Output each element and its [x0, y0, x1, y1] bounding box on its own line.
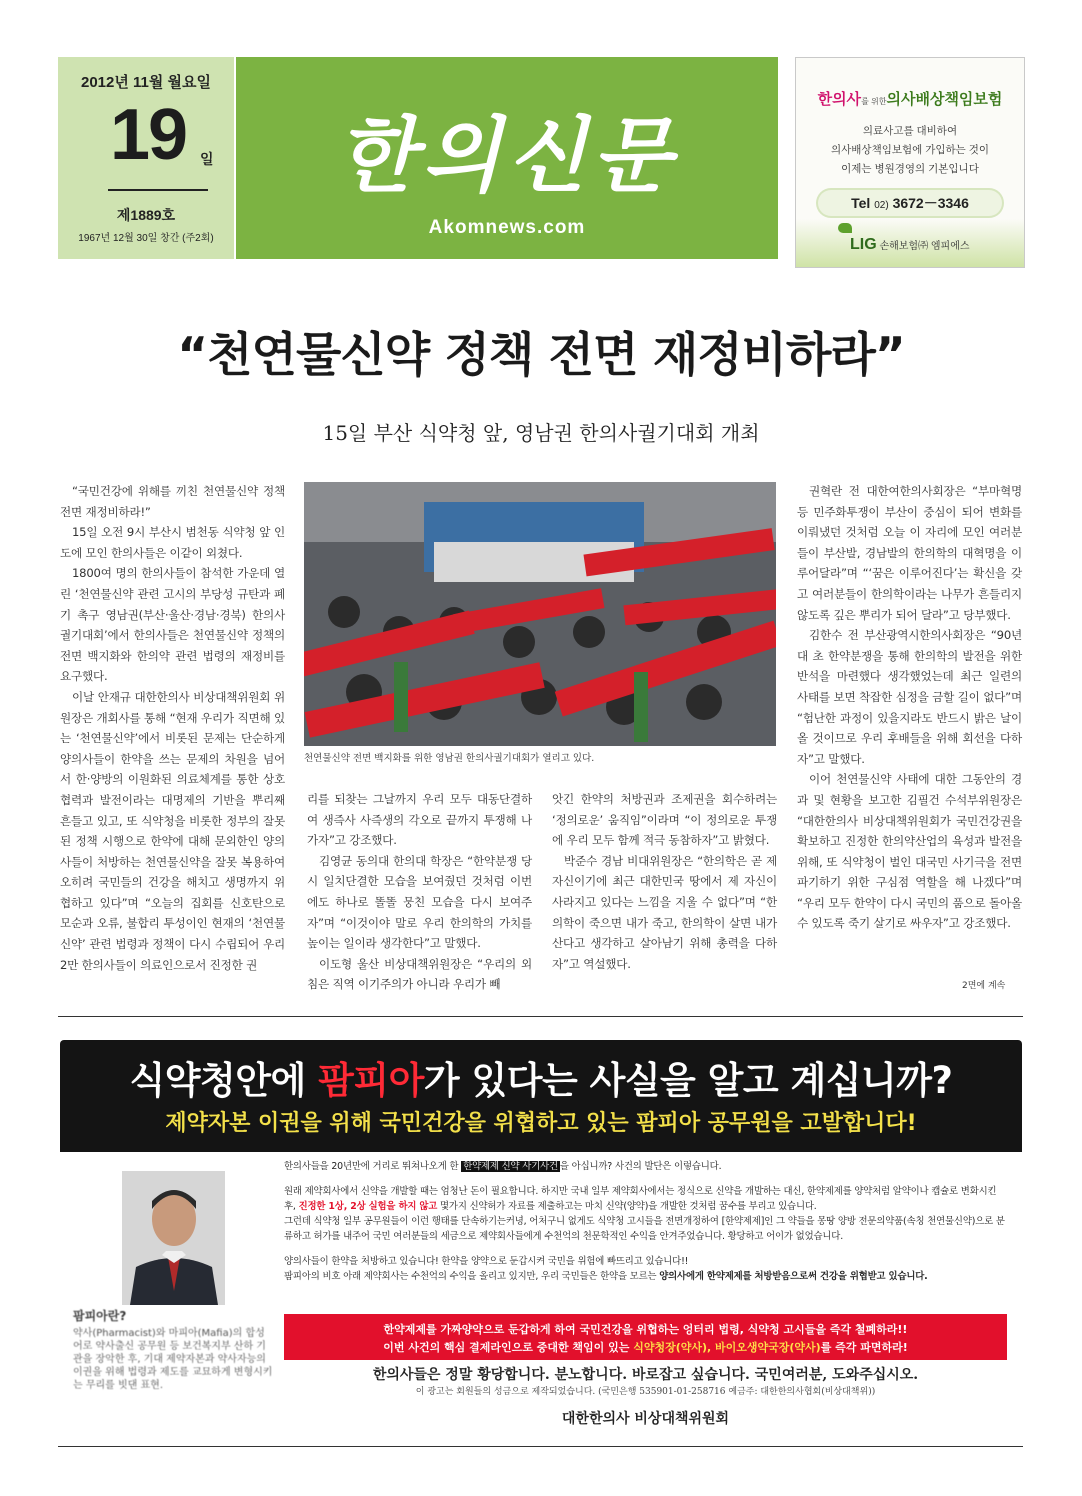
- article-column-4: [797, 481, 1022, 934]
- leaf-icon: [838, 223, 852, 233]
- portrait-illustration: [122, 1171, 225, 1305]
- article-paragraph: 이도형 울산 비상대책위원장은 “우리의 외침은 직역 이기주의가 아니라 우리가 빼: [307, 956, 532, 992]
- article-paragraph: 15일 오전 9시 부산시 범천동 식약청 앞 인도에 모인 한의사들은 이같이 외쳤다.: [60, 525, 285, 560]
- insurance-ad-title-part2: 를 위한: [861, 97, 887, 106]
- ad-headline-highlight: 팜피아: [318, 1059, 424, 1102]
- article-column-3: [552, 789, 777, 974]
- ad-text-red: 진정한 1상, 2상 실험을 하지 않고: [298, 1201, 438, 1212]
- founded-note: 1967년 12월 30일 창간 (주2회): [78, 233, 214, 244]
- ad-paragraph: [284, 1184, 1009, 1214]
- section-divider: [58, 1016, 1023, 1017]
- phone-label: Tel: [851, 195, 871, 211]
- article-paragraph: 김영균 동의대 한의대 학장은 “한약분쟁 당시 일치단결한 모습을 보여줬던 것처럼 이번에도 하나로 똘똘 뭉친 모습을 다시 보여주자”며 “이것이야 말로 우리 한의학의 가치를 높이는 일이라 생각한다”고 말했다.: [307, 853, 532, 951]
- rally-photo-illustration: [304, 482, 776, 746]
- ad-text-bold: 양의사에게 한약제제를 처방받음으로써 건강을 위협받고 있습니다.: [659, 1271, 928, 1282]
- masthead-logo-block: [236, 57, 778, 259]
- ad-headline: [60, 1050, 1022, 1104]
- ad-paragraph: 그런데 식약청 일부 공무원들이 이런 행태를 단속하기는커녕, 어처구니 없게도 식약청 고시들을 전면개정하여 [한약제제]인 그 약들을 몽땅 양방 전문의약품(속칭 천연물신약)으로 분류하고 허가를 내주어 국민 여러분들의 세금으로 제약회사들에게 수천억의 천문학적인 수익을 안겨주었습니다. 황당하고 어이가 없었습니다.: [284, 1216, 1005, 1242]
- article-headline: “천연물신약 정책 전면 재정비하라”: [177, 328, 905, 383]
- demand-line-1: 한약제제를 가짜양약으로 둔갑하게 하여 국민건강을 위협하는 엉터리 법령, 식약청 고시들을 즉각 철폐하라!!: [383, 1323, 908, 1336]
- article-paragraph: 이날 안재규 대한한의사 비상대책위원회 위원장은 개회사를 통해 “현재 우리가 직면해 있는 ‘천연물신약’에서 비롯된 문제는 단순하게 양의사들이 한약을 쓰는 문제의 차원을 넘어서 한·양방의 이원화된 의료체계를 통한 상호 협력과 발전이라는 대명제의 기반을 뿌리째 흔들고 있고, 또 식약청을 비롯한 정부의 잘못된 정책 시행으로 한약에 대해 문외한인 양의사들이 처방하는 천연물신약을 잘못 복용하여 오히려 국민들의 건강을 해치고 생명까지 위협하고 있다”며 “오늘의 집회를 신호탄으로 모순과 오류, 불합리 투성이인 현재의 ‘천연물신약’ 관련 법령과 정책이 다시 수립되어 우리 2만 한의사들이 의료인으로서 진정한 권: [60, 689, 285, 972]
- article-paragraph: 앗긴 한약의 처방권과 조제권을 회수하려는 ‘정의로운’ 움직임”이라며 “이 정의로운 투쟁에 우리 모두 함께 적극 동참하자”고 밝혔다.: [552, 792, 777, 848]
- rally-photo: [304, 482, 776, 746]
- pampia-definition: [73, 1310, 273, 1428]
- definition-text: 약사(Pharmacist)와 마피아(Mafia)의 합성어로 약사출신 공무원 등 보건복지부 산하 기관을 장악한 후, 기대 제약자본과 약사자능의 이권을 위해 법령과 제도를 교묘하게 변형시키는 무리를 빗댄 표현.: [73, 1328, 273, 1391]
- date-divider: [108, 189, 208, 191]
- ad-text-highlight: 한약제제 신약 사기사건: [463, 1161, 558, 1172]
- ad-paragraph: 양의사들이 한약을 처방하고 있습니다! 한약을 양약으로 둔갑시켜 국민을 위험에 빠뜨리고 있습니다!!: [284, 1256, 689, 1267]
- publication-day: 19: [110, 95, 187, 175]
- ad-signature: 대한한의사 비상대책위원회: [561, 1411, 730, 1427]
- publication-date: 2012년 11월 월요일: [80, 74, 211, 91]
- continued-note[interactable]: 2면에 계속: [962, 981, 1006, 991]
- insurance-ad-title-part3: 의사배상책임보험: [886, 91, 1003, 108]
- official-portrait: [122, 1171, 225, 1305]
- article-paragraph: 박준수 경남 비대위원장은 “한의학은 곧 제 자신이기에 최근 대한민국 땅에서 제 자신이 사라지고 있다는 느낌을 지울 수 없다”며 “한의학이 죽으면 내가 죽고, 한의학이 살면 내가 산다고 생각하고 살아남기 위해 총력을 다하자”고 역설했다.: [552, 853, 777, 971]
- ad-text: 한의사들을 20년만에 거리로 뛰쳐나오게 한: [284, 1161, 462, 1172]
- article-paragraph: 1800여 명의 한의사들이 참석한 가운데 열린 ‘천연물신약 관련 고시의 부당성 규탄과 폐기 촉구 영남권(부산·울산·경남·경북) 한의사궐기대회’에서 한의사들은 천연물신약 정책의 전면 백지화와 한의약 관련 법령의 재정비를 요구했다.: [60, 566, 285, 684]
- demand-line-2: [284, 1339, 1007, 1355]
- ad-text: 몇가지 신약허가 자료를 제출하고는 마치 신약(양약)을 개발한 것처럼 꿈수를 부리고 있습니다.: [437, 1201, 817, 1212]
- phone-area-code: 02): [874, 200, 889, 211]
- day-unit: 일: [200, 151, 214, 167]
- ad-banner: [60, 1040, 1022, 1152]
- insurance-sponsor: [850, 236, 970, 254]
- insurance-ad-title: [796, 88, 1024, 109]
- article-column-2: [307, 789, 532, 995]
- issue-number: 제1889호: [116, 207, 176, 223]
- ad-appeal: 한의사들은 정말 황당합니다. 분노합니다. 바로잡고 싶습니다. 국민여러분, 도와주십시오.: [372, 1367, 919, 1383]
- article-paragraph: 김한수 전 부산광역시한의사회장은 “90년대 초 한약분쟁을 통해 한의학의 발전을 위한 반석을 마련했다 생각했었는데 최근 일련의 사태를 보면 착잡한 심정을 금할 길이 없다”며 “험난한 과정이 있을지라도 반드시 밝은 날이 올 것이므로 우리 후배들을 위해 회선을 다하자”고 말했다.: [797, 628, 1022, 766]
- sponsor-name: 손해보험㈜ 엠피에스: [879, 241, 970, 252]
- photo-caption: 천연물신약 전면 백지화를 위한 영남권 한의사궐기대회가 열리고 있다.: [304, 753, 595, 764]
- sponsor-brand: LIG: [850, 236, 877, 253]
- article-paragraph: 리를 되찾는 그날까지 우리 모두 대동단결하여 생즉사 사즉생의 각오로 끝까지 투쟁해 나가자”고 강조했다.: [307, 792, 532, 848]
- insurance-ad-body: [796, 122, 1024, 179]
- ad-funding-note: 이 광고는 회원들의 성금으로 제작되었습니다. (국민은행 535901-01-258716 예금주: 대한한의사협회(비상대책위)): [415, 1387, 876, 1397]
- demand-text: 이번 사건의 핵심 결제라인으로 중대한 책임이 있는: [383, 1341, 634, 1354]
- article-paragraph: “국민건강에 위해를 끼친 천연물신약 정책 전면 재정비하라!”: [60, 484, 285, 519]
- definition-title: 팜피아란?: [73, 1309, 127, 1323]
- article-paragraph: 권혁란 전 대한여한의사회장은 “부마혁명 등 민주화투쟁이 부산이 중심이 되어 변화를 이뤄냈던 것처럼 오늘 이 자리에 모인 여러분들이 부산발, 경남발의 한의학의 대혁명을 이루어달라”며 “‘꿈은 이루어진다’는 확신을 갖고 여러분들이 한의학이라는 나무가 흔들리지 않도록 깊은 뿌리가 되어 달라”고 당부했다.: [797, 484, 1022, 622]
- ad-body: [284, 1159, 1009, 1284]
- insurance-ad-title-part1: 한의사: [817, 91, 862, 108]
- ad-paragraph: [284, 1159, 1009, 1174]
- article-subheadline: 15일 부산 식약청 앞, 영남권 한의사궐기대회 개최: [322, 421, 760, 445]
- insurance-ad-line: 의사배상책임보험에 가입하는 것이: [831, 144, 989, 156]
- ad-text: 원래 제약회사에서 신약을 개발할 때는 엄청난 돈이 필요합니다. 하지만 국내 일부 제약회사에서는 정식으로 신약을 개발하는 대신, 한약제제를 양약처럼 알약이나 캡슐로 변화시킨 후,: [284, 1186, 997, 1212]
- ad-subheadline: 제약자본 이권을 위해 국민건강을 위협하고 있는 팜피아 공무원을 고발합니다!: [165, 1111, 917, 1136]
- site-url[interactable]: Akomnews.com: [428, 217, 586, 238]
- date-block: [58, 57, 234, 259]
- article-paragraph: 이어 천연물신약 사태에 대한 그동안의 경과 및 현황을 보고한 김필건 수석부위원장은 “대한한의사 비상대책위원회가 국민건강권을 확보하고 진정한 한의약산업의 육성과 발전을 위해, 또 식약청이 벌인 대국민 사기극을 전면 파기하기 위한 구심점 역할을 해 나겠다”며 “우리 모두 한약이 다시 국민의 품으로 돌아올 수 있도록 죽기 살기로 싸우자”고 강조했다.: [797, 772, 1022, 931]
- demand-text-yellow: 식약청장(약사), 바이오생약국장(약사): [633, 1341, 821, 1354]
- ad-headline-pre: 식약청안에: [129, 1059, 319, 1102]
- ad-paragraph: [284, 1269, 1009, 1284]
- ad-text: 을 아십니까? 사건의 발단은 이렇습니다.: [559, 1161, 722, 1172]
- ad-headline-post: 가 있다는 사실을 알고 계십니까?: [423, 1059, 953, 1102]
- ad-demand-box: [284, 1314, 1007, 1360]
- phone-number: 3672－3346: [892, 195, 969, 211]
- ad-text: 팜피아의 비호 아래 제약회사는 수천억의 수익을 올리고 있지만, 우리 국민들은 한약을 모르는: [284, 1271, 660, 1282]
- insurance-ad[interactable]: [795, 57, 1025, 268]
- demand-text: 를 즉각 파면하라!: [820, 1341, 908, 1354]
- newspaper-logo: 한의신문: [336, 108, 678, 204]
- bottom-divider: [58, 1446, 1023, 1447]
- insurance-ad-line: 이제는 병원경영의 기본입니다: [841, 163, 979, 175]
- insurance-ad-phone[interactable]: [818, 190, 1002, 216]
- insurance-ad-line: 의료사고를 대비하여: [862, 125, 958, 137]
- article-column-1: [60, 481, 285, 975]
